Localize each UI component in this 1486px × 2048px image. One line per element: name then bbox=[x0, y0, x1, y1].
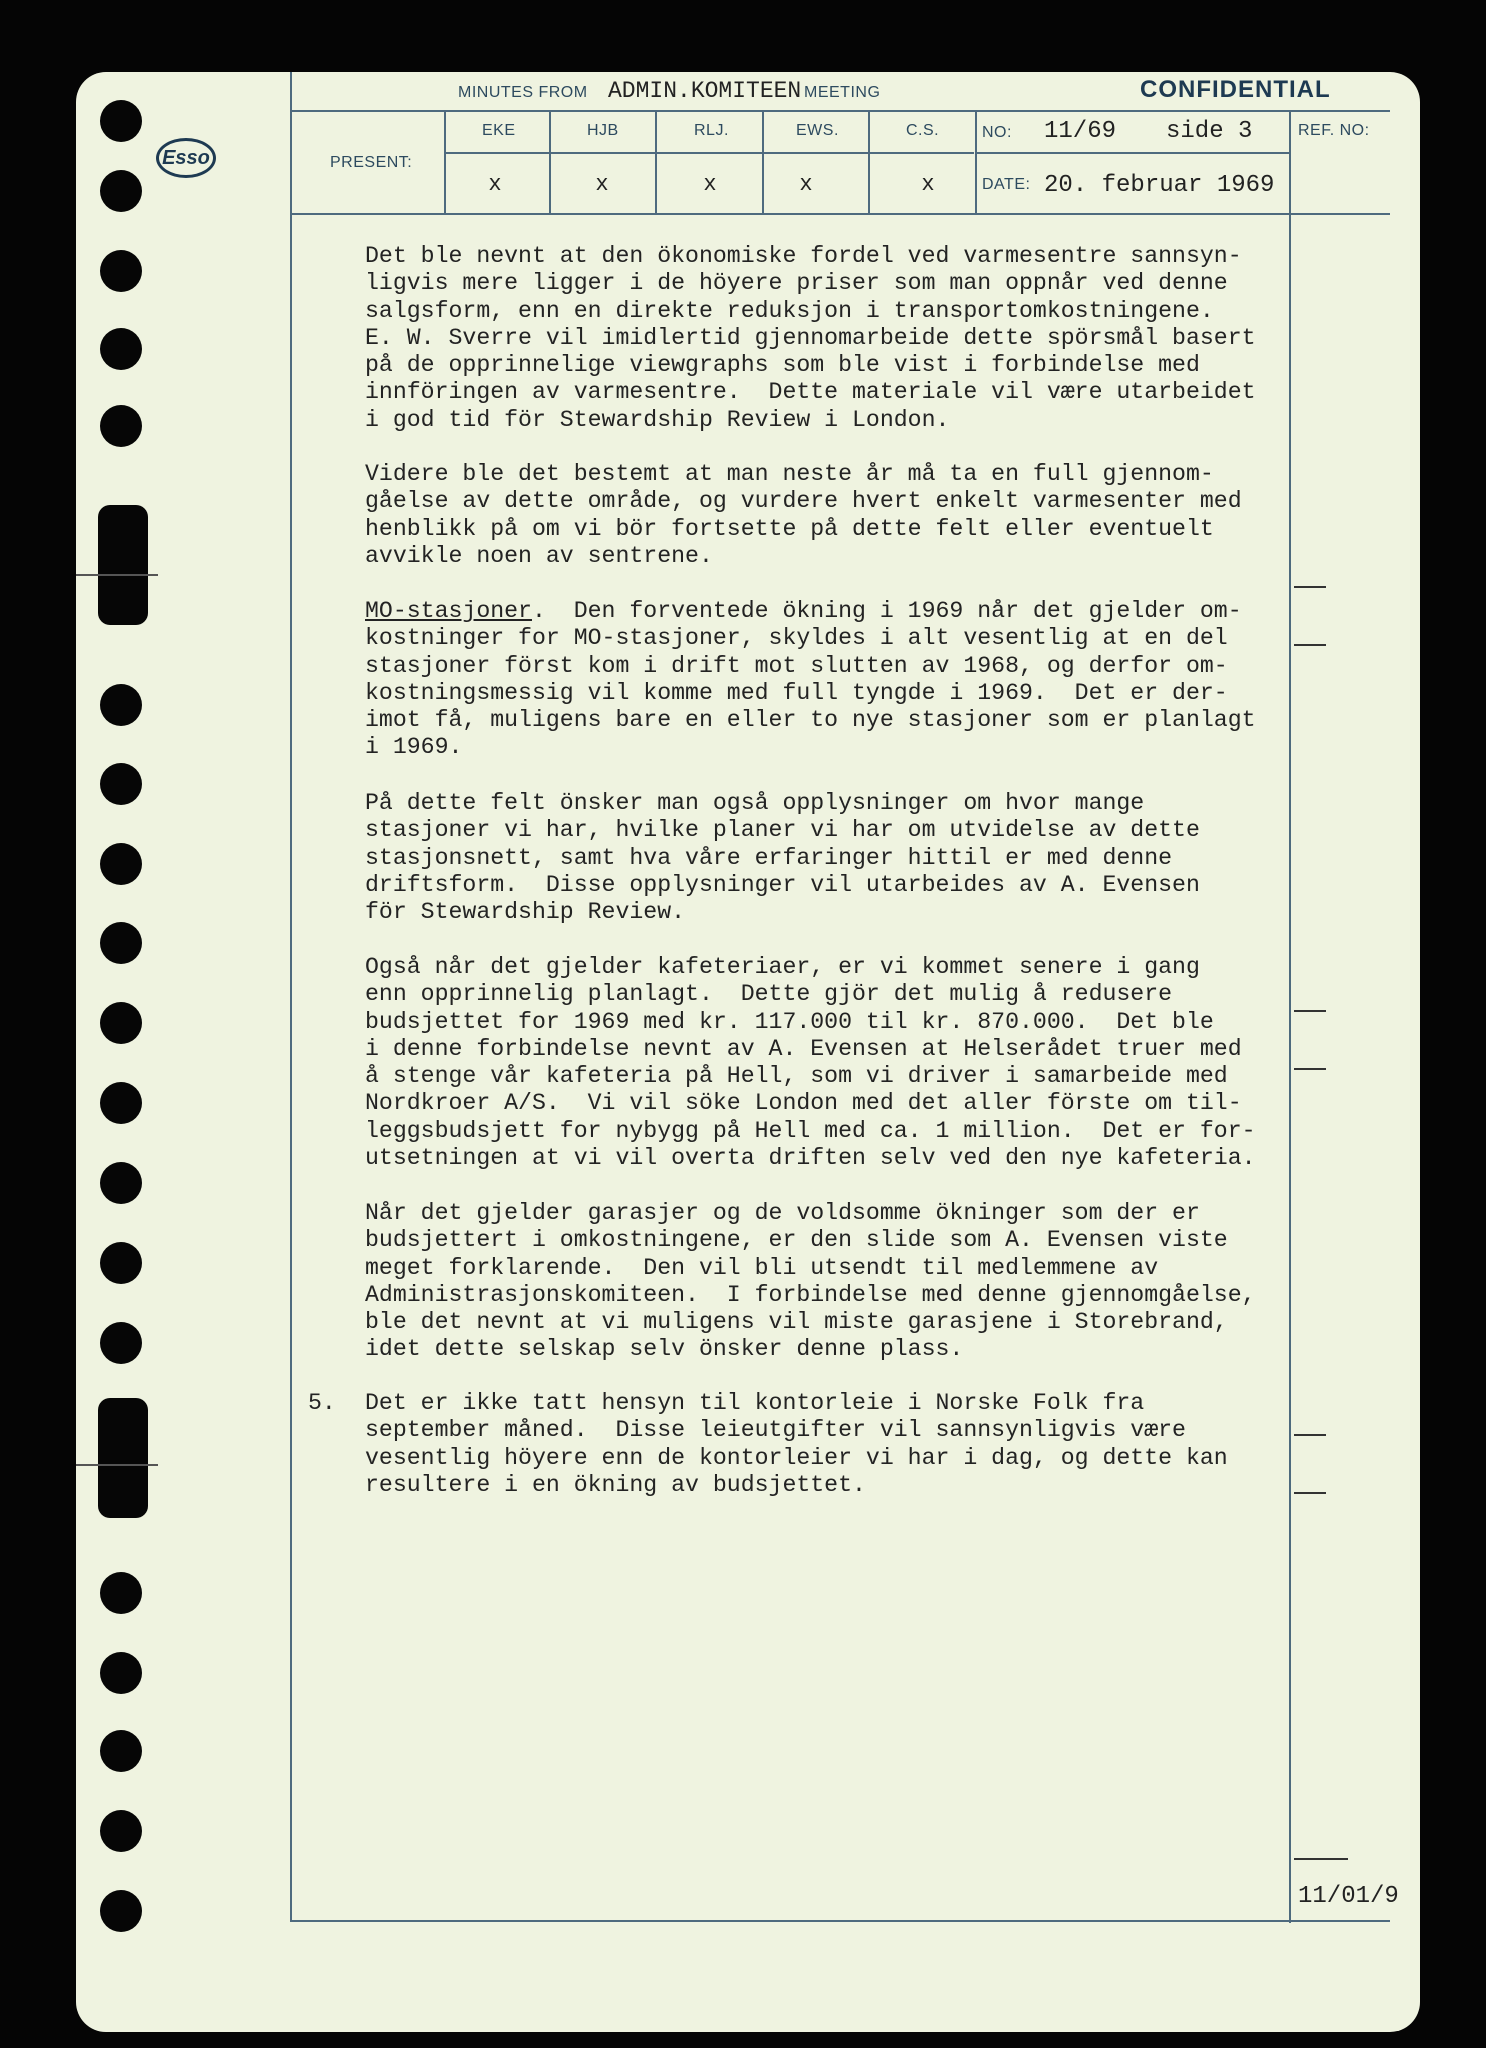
binder-hole bbox=[100, 1572, 142, 1614]
attendee-mark-cs: x bbox=[921, 172, 935, 197]
attendee-mark-eke: x bbox=[488, 172, 502, 197]
margin-dash bbox=[1294, 644, 1326, 646]
text-line: På dette felt önsker man også opplysninger om hvor mange bbox=[365, 790, 1145, 816]
text-line: resultere i en ökning av budsjettet. bbox=[365, 1471, 866, 1498]
binder-tab-lower bbox=[98, 1398, 148, 1518]
attendee-mark-ews: x bbox=[799, 172, 813, 197]
col-divider-4 bbox=[762, 112, 764, 213]
attendee-mark-rlj: x bbox=[703, 172, 717, 197]
margin-dash bbox=[1294, 586, 1326, 588]
binder-hole bbox=[100, 1242, 142, 1284]
binder-hole bbox=[100, 843, 142, 885]
paragraph-garasjer bbox=[365, 1200, 1265, 1364]
text-line: idet dette selskap selv önsker denne plass. bbox=[365, 1336, 964, 1363]
paragraph-mo-stasjoner bbox=[365, 598, 1265, 762]
esso-logo: Esso bbox=[156, 138, 216, 178]
attendee-initials-cs: C.S. bbox=[906, 122, 940, 139]
binder-hole bbox=[100, 328, 142, 370]
text-line: kostningsmessig vil komme med full tyngde i 1969. Det er der- bbox=[365, 679, 1228, 706]
col-divider-7 bbox=[1289, 112, 1291, 213]
binder-hole bbox=[100, 1002, 142, 1044]
text-line: budsjettet for 1969 med kr. 117.000 til kr. 870.000. Det ble bbox=[365, 1008, 1214, 1035]
header-left-rule bbox=[290, 72, 292, 214]
ref-no-label: REF. NO: bbox=[1298, 122, 1370, 139]
margin-vertical-rule bbox=[1289, 213, 1291, 1923]
text-line: i denne forbindelse nevnt av A. Evensen at Helserådet truer med bbox=[365, 1035, 1242, 1062]
text-line: leggsbudsjett for nybygg på Hell med ca. 1 million. Det er for- bbox=[365, 1117, 1256, 1144]
text-line: ligvis mere ligger i de höyere priser som man oppnår ved denne bbox=[365, 270, 1228, 297]
text-line: E. W. Sverre vil imidlertid gjennomarbeide dette spörsmål basert bbox=[365, 324, 1256, 351]
present-label: PRESENT: bbox=[330, 154, 413, 171]
text-line: å stenge vår kafeteria på Hell, som vi driver i samarbeide med bbox=[365, 1063, 1228, 1090]
text-line: stasjonsnett, samt hva våre erfaringer hittil er med denne bbox=[365, 844, 1173, 871]
mo-stasjoner-first-line-rest: . Den forventede ökning i 1969 når det gjelder om- bbox=[531, 598, 1242, 624]
paragraph-gjennomgaelse bbox=[365, 461, 1265, 570]
col-divider-3 bbox=[655, 112, 657, 213]
text-line: Det er ikke tatt hensyn til kontorleie i Norske Folk fra bbox=[365, 1390, 1145, 1416]
text-line: Nordkroer A/S. Vi vil söke London med det aller förste om til- bbox=[365, 1090, 1242, 1117]
page-bottom-rule bbox=[290, 1920, 1390, 1922]
item-number-5: 5. bbox=[308, 1390, 336, 1416]
margin-dash bbox=[1294, 1434, 1326, 1436]
text-line: Det ble nevnt at den ökonomiske fordel ved varmesentre sannsyn- bbox=[365, 243, 1242, 269]
text-line: vesentlig höyere enn de kontorleier vi har i dag, og dette kan bbox=[365, 1444, 1228, 1471]
binder-hole bbox=[100, 922, 142, 964]
text-line: enn opprinnelig planlagt. Dette gjör det mulig å redusere bbox=[365, 981, 1173, 1008]
binder-line-upper bbox=[76, 574, 158, 576]
text-line: imot få, muligens bare en eller to nye stasjoner som er planlagt bbox=[365, 707, 1256, 734]
text-line: utsetningen at vi vil overta driften selv ved den nye kafeteria. bbox=[365, 1145, 1256, 1172]
text-line: Administrasjonskomiteen. I forbindelse med denne gjennomgåelse, bbox=[365, 1281, 1256, 1308]
meeting-number: 11/69 bbox=[1044, 118, 1117, 145]
binder-hole bbox=[100, 100, 142, 142]
binder-hole bbox=[100, 684, 142, 726]
margin-dash bbox=[1294, 1068, 1326, 1070]
text-line: stasjoner först kom i drift mot slutten av 1968, og derfor om- bbox=[365, 652, 1228, 679]
text-line: stasjoner vi har, hvilke planer vi har om utvidelse av dette bbox=[365, 817, 1200, 844]
binder-hole bbox=[100, 405, 142, 447]
mo-stasjoner-heading: MO-stasjoner bbox=[365, 598, 532, 624]
col-divider-2 bbox=[549, 112, 551, 213]
binder-hole bbox=[100, 763, 142, 805]
header-top-rule bbox=[290, 110, 1390, 112]
no-label: NO: bbox=[982, 124, 1012, 141]
binder-hole bbox=[100, 1082, 142, 1124]
paragraph-kafeteriaer bbox=[365, 954, 1265, 1172]
col-divider-1 bbox=[444, 112, 446, 213]
meeting-label: MEETING bbox=[804, 84, 881, 101]
paragraph-varmesentre bbox=[365, 243, 1265, 434]
text-line: henblikk på om vi bör fortsette på dette felt eller eventuelt bbox=[365, 515, 1214, 542]
text-line: ble det nevnt at vi muligens vil miste garasjene i Storebrand, bbox=[365, 1309, 1228, 1336]
binder-hole bbox=[100, 1162, 142, 1204]
text-line: Også når det gjelder kafeteriaer, er vi kommet senere i gang bbox=[365, 954, 1200, 980]
text-line: Videre ble det bestemt at man neste år må ta en full gjennom- bbox=[365, 461, 1214, 487]
binder-hole bbox=[100, 250, 142, 292]
text-line: september måned. Disse leieutgifter vil sannsynligvis være bbox=[365, 1417, 1186, 1444]
binder-hole bbox=[100, 1810, 142, 1852]
mo-stasjoner-first-line bbox=[365, 598, 1265, 625]
paragraph-kontorleie bbox=[365, 1390, 1265, 1499]
attendee-initials-hjb: HJB bbox=[587, 122, 619, 139]
col-divider-5 bbox=[868, 112, 870, 213]
committee-name: ADMIN.KOMITEEN bbox=[608, 78, 802, 104]
text-line: kostninger for MO-stasjoner, skyldes i alt vesentlig at en del bbox=[365, 625, 1228, 652]
binder-tab-upper bbox=[98, 505, 148, 625]
initials-underline bbox=[444, 152, 974, 154]
text-line: innföringen av varmesentre. Dette materiale vil være utarbeidet bbox=[365, 379, 1256, 406]
binder-hole bbox=[100, 1652, 142, 1694]
archive-number: 11/01/9 bbox=[1298, 1883, 1399, 1910]
binder-hole bbox=[100, 1890, 142, 1932]
date-label: DATE: bbox=[982, 176, 1031, 193]
attendee-initials-ews: EWS. bbox=[796, 122, 839, 139]
attendee-initials-eke: EKE bbox=[482, 122, 516, 139]
text-line: på de opprinnelige viewgraphs som ble vist i forbindelse med bbox=[365, 352, 1200, 379]
text-line: salgsform, enn en direkte reduksjon i transportomkostningene. bbox=[365, 297, 1214, 324]
margin-dash bbox=[1294, 1492, 1326, 1494]
page-left-rule bbox=[290, 213, 292, 1921]
confidential-label: CONFIDENTIAL bbox=[1140, 76, 1331, 103]
text-line: meget forklarende. Den vil bli utsendt til medlemmene av bbox=[365, 1254, 1159, 1281]
header-bottom-rule bbox=[290, 213, 1390, 215]
paragraph-opplysninger bbox=[365, 790, 1265, 926]
text-line: avvikle noen av sentrene. bbox=[365, 542, 713, 569]
no-date-divider bbox=[975, 152, 1289, 154]
margin-dash bbox=[1294, 1010, 1326, 1012]
text-line: i 1969. bbox=[365, 734, 463, 761]
text-line: Når det gjelder garasjer og de voldsomme ökninger som der er bbox=[365, 1200, 1200, 1226]
binder-hole bbox=[100, 1322, 142, 1364]
text-line: för Stewardship Review. bbox=[365, 899, 686, 926]
binder-hole bbox=[100, 170, 142, 212]
binder-line-lower bbox=[76, 1464, 158, 1466]
text-line: gåelse av dette område, og vurdere hvert enkelt varmesenter med bbox=[365, 488, 1242, 515]
minutes-from-label: MINUTES FROM bbox=[458, 84, 588, 101]
attendee-initials-rlj: RLJ. bbox=[694, 122, 729, 139]
page-side: side 3 bbox=[1166, 118, 1253, 145]
attendee-mark-hjb: x bbox=[595, 172, 609, 197]
mo-stasjoner-rest bbox=[365, 625, 1265, 761]
text-line: budsjettert i omkostningene, er den slide som A. Evensen viste bbox=[365, 1227, 1228, 1254]
col-divider-6 bbox=[975, 112, 977, 213]
text-line: driftsform. Disse opplysninger vil utarbeides av A. Evensen bbox=[365, 871, 1200, 898]
binder-hole bbox=[100, 1730, 142, 1772]
margin-dash bbox=[1294, 1858, 1348, 1860]
meeting-date: 20. februar 1969 bbox=[1044, 172, 1275, 199]
text-line: i god tid för Stewardship Review i London. bbox=[365, 406, 950, 433]
